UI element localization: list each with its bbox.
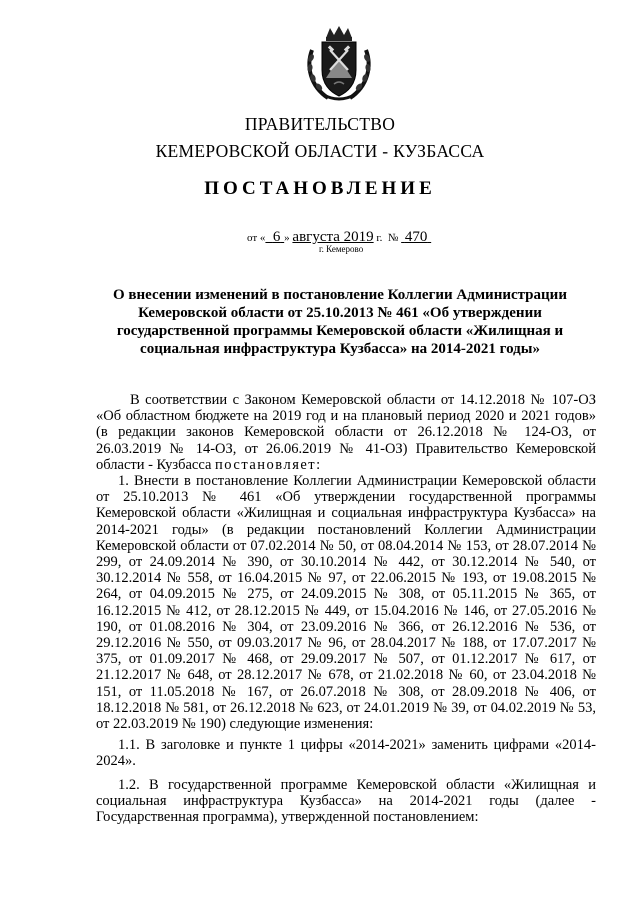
paragraph-1-1: 1.1. В заголовке и пункте 1 цифры «2014-2021» заменить цифрами «2014-2024». xyxy=(96,737,596,770)
paragraph-1: 1. Внести в постановление Коллегии Администрации Кемеровской области от 25.10.2013 № 461 «Об утверждении государственной программы Кемеровской области «Жилищная и социальная инфраструктура Кузбасса» на 2014-2021 годы» (в редакции постановлений Коллегии Администрации Кемеровской области от 07.02.2014 № 50, от 08.04.2014 № 153, от 28.07.2014 № 299, от 24.09.2014 № 390, от 30.10.2014 № 442, от 30.12.2014 № 540, от 30.12.2014 № 558, от 16.04.2015 № 97, от 22.06.2015 № 193, от 19.08.2015 № 264, от 04.09.2015 № 275, от 24.09.2015 № 308, от 05.11.2015 № 365, от 16.12.2015 № 412, от 28.12.2015 № 449, от 15.04.2016 № 146, от 27.05.2016 № 190, от 01.08.2016 № 304, от 23.09.2016 № 366, от 26.12.2016 № 536, от 29.12.2016 № 550, от 09.03.2017 № 96, от 28.04.2017 № 188, от 17.07.2017 № 375, от 01.09.2017 № 468, от 29.09.2017 № 507, от 01.12.2017 № 617, от 21.12.2017 № 648, от 28.12.2017 № 678, от 21.02.2018 № 60, от 23.04.2018 № 151, от 11.05.2018 № 167, от 26.07.2018 № 308, от 28.09.2018 № 406, от 18.12.2018 № 581, от 26.12.2018 № 623, от 24.01.2019 № 39, от 04.02.2019 № 53, от 22.03.2019 № 190) следующие изменения: xyxy=(96,473,596,733)
coat-of-arms-emblem xyxy=(304,24,374,104)
date-year-suffix: г. xyxy=(376,232,383,244)
city: г. Кемерово xyxy=(319,244,364,254)
number-sign: № xyxy=(387,232,399,244)
paragraph-preamble: В соответствии с Законом Кемеровской области от 14.12.2018 № 107-ОЗ «Об областном бюджете на 2019 год и на плановый период 2020 и 2021 годов» (в редакции законов Кемеровской области от 26.12.2018 № 124-ОЗ, от 26.03.2019 № 14-ОЗ, от 26.06.2019 № 41-ОЗ) Правительство Кемеровской области - Кузбасса постановляет: xyxy=(96,392,596,473)
document-body xyxy=(96,392,596,825)
document-type: ПОСТАНОВЛЕНИЕ xyxy=(204,178,436,199)
date-prefix: от « xyxy=(247,232,266,244)
government-name-line2: КЕМЕРОВСКОЙ ОБЛАСТИ - КУЗБАССА xyxy=(155,141,485,161)
date-day: 6 xyxy=(272,229,281,245)
resolves-word: постановляет: xyxy=(215,456,322,473)
document-number: 470 xyxy=(404,229,428,245)
government-name-line1: ПРАВИТЕЛЬСТВО xyxy=(244,114,396,134)
paragraph-1-2: 1.2. В государственной программе Кемеровской области «Жилищная и социальная инфраструктура Кузбасса» на 2014-2021 годы (далее - Государственная программа), утвержденной постановлением: xyxy=(96,776,596,826)
date-quote-close: » xyxy=(284,232,290,244)
date-month-year: августа 2019 xyxy=(292,229,374,245)
document-title: О внесении изменений в постановление Коллегии Администрации Кемеровской области от 25.10.2013 № 461 «Об утверждении государственной программы Кемеровской области «Жилищная и социальная инфраструктура Кузбасса» на 2014-2021 годы» xyxy=(113,287,567,357)
